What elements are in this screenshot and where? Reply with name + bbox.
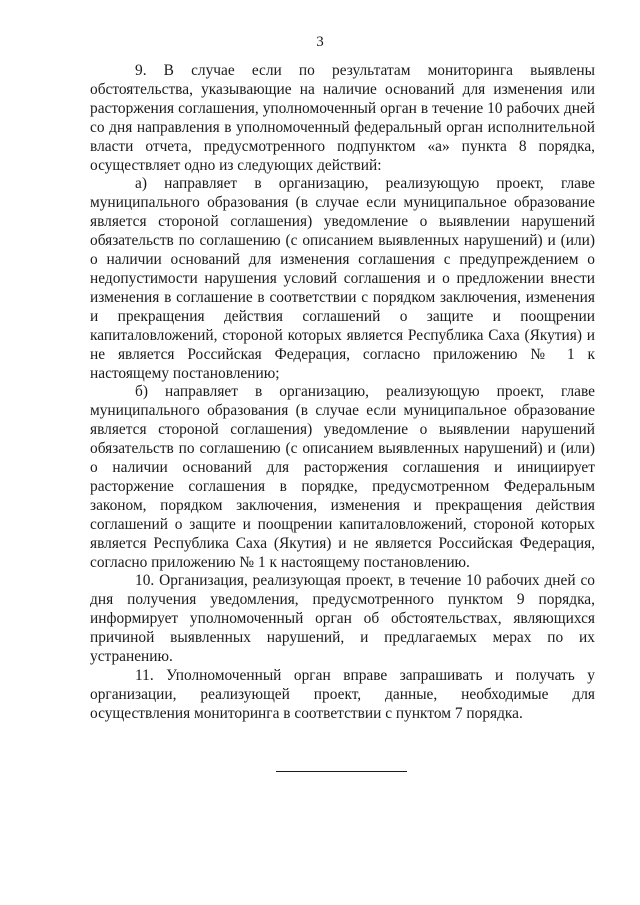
paragraph-9: 9. В случае если по результатам мониторинга выявлены обстоятельства, указывающие на наличие оснований для изменения или расторжения соглашения, уполномоченный орган в течение 10 рабочих дней со дня направления в уполномоченный федеральный орган исполнительной власти отчета, предусмотренного подпунктом «а» пункта 8 порядка, осуществляет одно из следующих действий: [90,62,595,174]
paragraph-9b: б) направляет в организацию, реализующую проект, главе муниципального образования (в случае если муниципальное образование является стороной соглашения) уведомление о выявлении нарушений обязательств по соглашению (с описанием выявленных нарушений) и (или) о наличии оснований для расторжения соглашения и инициирует расторжение соглашения в порядке, предусмотренном Федеральным законом, порядком заключения, изменения и прекращения действия соглашений о защите и поощрении капиталовложений, стороной которых является Республика Саха (Якутия) и не является Российская Федерация, согласно приложению № 1 к настоящему постановлению. [90,383,595,571]
page-number: 3 [316,34,324,50]
paragraph-9a: а) направляет в организацию, реализующую проект, главе муниципального образования (в случае если муниципальное образование является стороной соглашения) уведомление о выявлении нарушений обязательств по соглашению (с описанием выявленных нарушений) и (или) о наличии оснований для изменения соглашения с предупреждением о недопустимости нарушения условий соглашения и о предложении внести изменения в соглашение в соответствии с порядком заключения, изменения и прекращения действия соглашений о защите и поощрении капиталовложений, стороной которых является Республика Саха (Якутия) и не является Российская Федерация, согласно приложению № 1 к настоящему постановлению; [90,175,595,382]
paragraph-10: 10. Организация, реализующая проект, в течение 10 рабочих дней со дня получения уведомления, предусмотренного пунктом 9 порядка, информирует уполномоченный орган об обстоятельствах, являющихся причиной выявленных нарушений, и предлагаемых мерах по их устранению. [90,572,595,666]
paragraph-11: 11. Уполномоченный орган вправе запрашивать и получать у организации, реализующей проект, данные, необходимые для осуществления мониторинга в соответствии с пунктом 7 порядка. [90,667,595,722]
end-separator-line [276,771,407,772]
document-body [90,62,595,724]
